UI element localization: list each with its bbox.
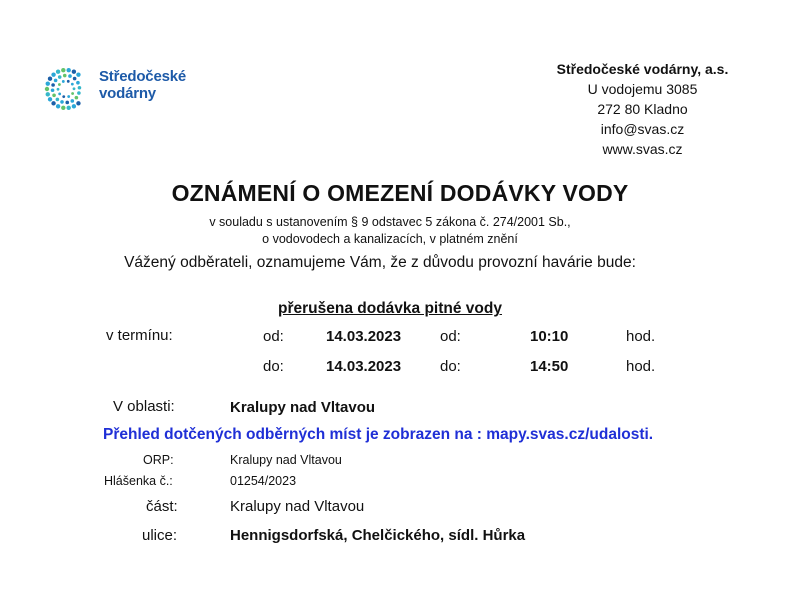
logo-dot xyxy=(56,70,60,74)
orp-value: Kralupy nad Vltavou xyxy=(230,453,342,467)
logo-dot xyxy=(62,95,65,98)
logo-line-2: vodárny xyxy=(99,85,156,102)
logo-dot xyxy=(67,68,71,72)
logo-dot xyxy=(67,80,70,83)
company-street: U vodojemu 3085 xyxy=(587,81,698,97)
logo-dot xyxy=(56,98,60,102)
from-date-label: od: xyxy=(263,328,284,345)
logo-dot xyxy=(72,70,76,74)
company-email[interactable]: info@svas.cz xyxy=(600,121,685,137)
street-value: Hennigsdorfská, Chelčického, sídl. Hůrka xyxy=(230,527,526,544)
logo-dot xyxy=(62,80,65,83)
logo-dot xyxy=(68,74,72,78)
logo-dot xyxy=(56,104,60,108)
logo-dot xyxy=(52,94,56,98)
area-value: Kralupy nad Vltavou xyxy=(230,399,376,416)
logo-dot xyxy=(51,83,55,87)
logo-line-1: Středočeské xyxy=(99,68,187,85)
logo-dot xyxy=(67,95,70,98)
part-value: Kralupy nad Vltavou xyxy=(230,498,365,515)
to-time-label: do: xyxy=(440,358,461,375)
logo-dot xyxy=(60,100,64,104)
logo-dot xyxy=(51,88,55,92)
logo-dot xyxy=(76,81,80,85)
from-time-label: od: xyxy=(440,328,461,345)
logo-dot xyxy=(73,87,76,90)
logo-dot xyxy=(46,92,50,96)
logo-dot xyxy=(63,74,67,78)
logo-dot xyxy=(51,101,55,105)
logo-dot xyxy=(61,68,65,72)
logo-dot xyxy=(73,77,77,81)
logo-dot xyxy=(65,101,69,105)
to-date-label: do: xyxy=(263,358,284,375)
notice-title: OZNÁMENÍ O OMEZENÍ DODÁVKY VODY xyxy=(171,180,629,206)
company-web[interactable]: www.svas.cz xyxy=(602,141,683,157)
orp-label: ORP: xyxy=(143,453,174,467)
logo-dot xyxy=(76,101,80,105)
logo-dot xyxy=(58,92,61,95)
logo-dot xyxy=(71,99,75,103)
map-info-link[interactable]: Přehled dotčených odběrných míst je zobrazen na : mapy.svas.cz/udalosti. xyxy=(103,426,654,443)
water-drops-icon xyxy=(44,65,100,113)
company-name: Středočeské vodárny, a.s. xyxy=(556,61,729,77)
from-time: 10:10 xyxy=(530,328,569,345)
logo-dot xyxy=(75,96,79,100)
logo-dot xyxy=(67,106,71,110)
part-label: část: xyxy=(146,498,178,515)
report-value: 01254/2023 xyxy=(230,474,297,488)
from-unit: hod. xyxy=(626,328,656,345)
logo-dot xyxy=(58,75,62,79)
logo-dot xyxy=(48,97,52,101)
logo-dot xyxy=(71,92,74,95)
to-date: 14.03.2023 xyxy=(326,358,402,375)
interruption-heading: přerušena dodávka pitné vody xyxy=(278,300,502,317)
term-label: v termínu: xyxy=(106,327,173,344)
logo-dot xyxy=(61,106,65,110)
to-time: 14:50 xyxy=(530,358,569,375)
logo-dot xyxy=(51,72,55,76)
legal-line-1: v souladu s ustanovením § 9 odstavec 5 zákona č. 274/2001 Sb., xyxy=(209,215,571,229)
logo-dot xyxy=(76,72,80,76)
from-date: 14.03.2023 xyxy=(326,328,402,345)
logo-dot xyxy=(78,86,82,90)
report-label: Hlášenka č.: xyxy=(104,474,173,488)
logo-dot xyxy=(57,88,60,91)
logo-dot xyxy=(54,79,58,83)
logo-dot xyxy=(71,83,74,86)
intro-text: Vážený odběrateli, oznamujeme Vám, že z důvodu provozní havárie bude: xyxy=(124,254,636,271)
to-unit: hod. xyxy=(626,358,656,375)
street-label: ulice: xyxy=(142,527,178,544)
legal-line-2: o vodovodech a kanalizacích, v platném znění xyxy=(262,232,518,246)
logo-dot xyxy=(58,83,61,86)
company-logo xyxy=(44,65,194,113)
company-city: 272 80 Kladno xyxy=(597,101,688,117)
logo-dot xyxy=(46,81,50,85)
logo-dot xyxy=(48,77,52,81)
logo-dot xyxy=(72,104,76,108)
logo-dot xyxy=(45,87,49,91)
area-label: V oblasti: xyxy=(113,398,175,415)
logo-dot xyxy=(77,91,81,95)
